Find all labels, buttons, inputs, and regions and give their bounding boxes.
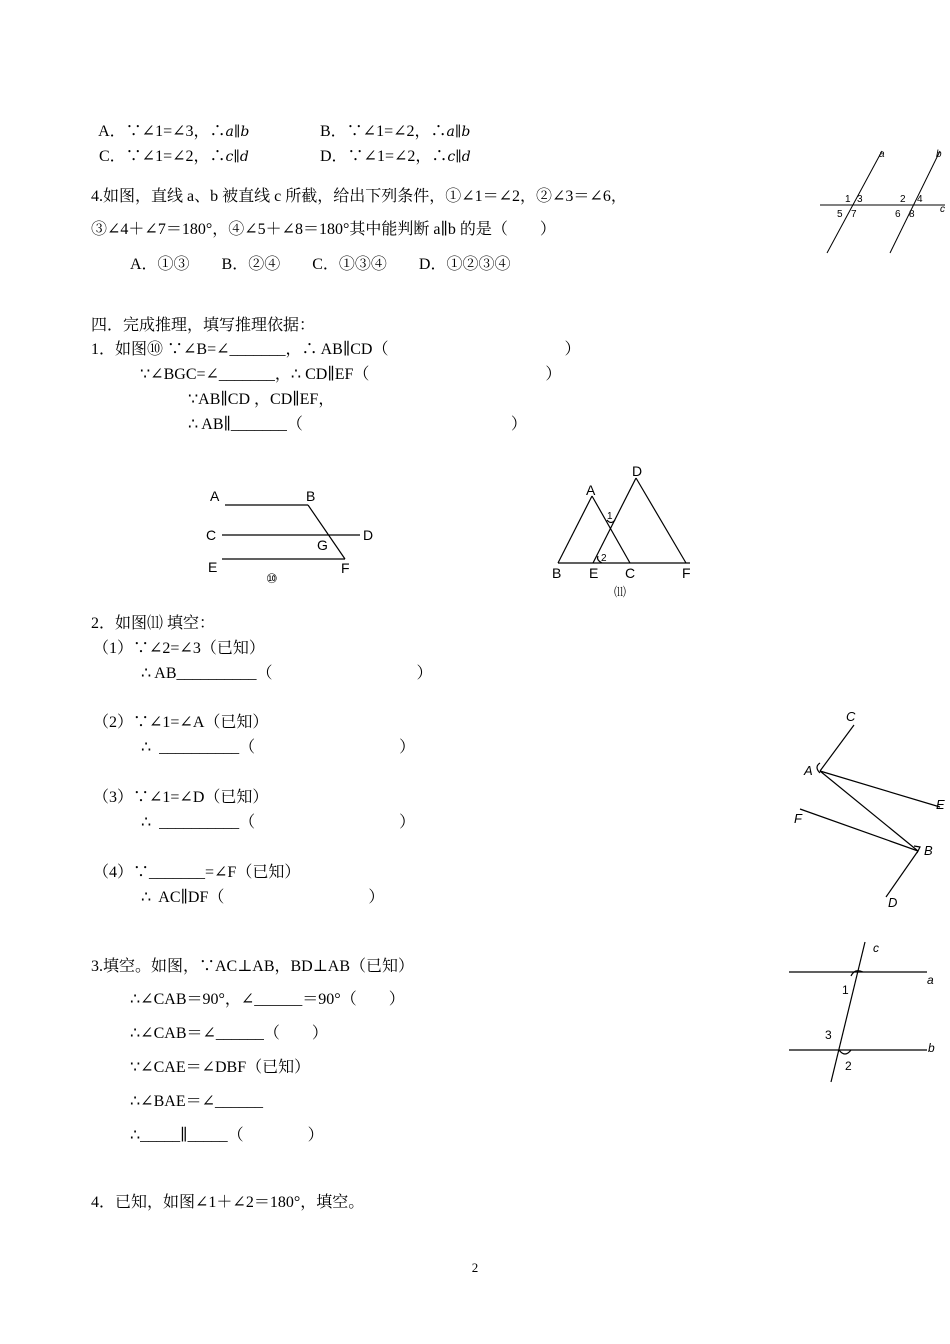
fig11-label-B: B [552, 565, 562, 581]
fig11-label-1: 1 [607, 511, 613, 522]
fig11-label-C: C [625, 565, 636, 581]
p2-s3b: ∴ __________（ ） [141, 814, 416, 831]
p2-s4b: ∴ AC∥DF（ ） [141, 889, 385, 906]
fig11-label-A: A [586, 482, 596, 498]
line-a [827, 151, 882, 253]
option-b-label: B．∵∠1=∠2，∴ [320, 123, 447, 140]
label-7: 7 [851, 209, 857, 220]
option-b-math: a∥b [446, 124, 471, 140]
fig10-label-D: D [363, 527, 374, 543]
fig10-caption: ⑩ [266, 571, 278, 586]
p2-s3a: （3）∵∠1=∠D（已知） [93, 789, 269, 806]
p3-line2: ∴∠CAB＝∠______（ ） [130, 1025, 328, 1042]
fig10-label-G: G [317, 537, 328, 553]
p2-head: 2．如图⑾ 填空： [91, 615, 216, 632]
p3-line4: ∴∠BAE＝∠______ [130, 1093, 263, 1110]
label-b: b [936, 149, 942, 160]
abc-label-b: b [928, 1041, 935, 1055]
figure-11 [548, 460, 698, 602]
option-d [312, 127, 471, 167]
zig-label-D: D [888, 895, 898, 910]
p1-line3: ∵AB∥CD ，CD∥EF， [188, 391, 335, 408]
q4-line2: ③∠4＋∠7＝180°，④∠5＋∠8＝180°其中能判断 a∥b 的是（ ） [91, 221, 556, 238]
p1-line1: 1．如图⑩ ∵∠B=∠_______，∴ AB∥CD（ ） [91, 341, 581, 358]
label-c: c [940, 204, 945, 215]
page-number: 2 [471, 1260, 479, 1275]
p3-line3: ∵∠CAE＝∠DBF（已知） [130, 1059, 311, 1076]
option-a-label: A．∵∠1=∠3，∴ [98, 123, 226, 140]
fig10-label-A: A [210, 488, 220, 504]
p3-line1: ∴∠CAB＝90°，∠______＝90°（ ） [130, 991, 405, 1008]
abc-label-3: 3 [825, 1028, 832, 1042]
q4-options: A．①③ B．②④ C．①③④ D．①②③④ [130, 256, 511, 273]
p2-s4a: （4）∵_______=∠F（已知） [93, 864, 301, 881]
figure-10 [200, 485, 390, 590]
label-2: 2 [900, 194, 906, 205]
option-c-label: C．∵∠1=∠2，∴ [99, 148, 226, 165]
figure-zigzag [790, 705, 950, 915]
p2-s1b: ∴ AB__________（ ） [141, 665, 433, 682]
fig11-label-F: F [682, 565, 691, 581]
abc-label-2: 2 [845, 1059, 852, 1073]
zig-label-A: A [804, 763, 813, 778]
p4-head: 4．已知，如图∠1＋∠2＝180°，填空。 [91, 1194, 365, 1211]
option-c [91, 127, 249, 167]
label-8: 8 [909, 209, 915, 220]
label-6: 6 [895, 209, 901, 220]
p2-s2a: （2）∵∠1=∠A（已知） [93, 714, 269, 731]
zig-label-B: B [924, 843, 933, 858]
label-4: 4 [917, 194, 923, 205]
abc-label-1: 1 [842, 983, 849, 997]
option-a-math: a∥b [225, 124, 250, 140]
option-d-math: c∥d [447, 149, 471, 165]
fig10-label-F: F [341, 560, 350, 576]
p3-head: 3.填空。如图，∵AC⊥AB，BD⊥AB（已知） [91, 958, 415, 975]
section4-heading: 四．完成推理，填写推理依据： [91, 317, 316, 334]
p1-line2: ∵∠BGC=∠_______，∴ CD∥EF（ ） [140, 366, 562, 383]
fig10-label-C: C [206, 527, 217, 543]
label-5: 5 [837, 209, 843, 220]
label-1: 1 [845, 194, 851, 205]
fig11-label-2: 2 [601, 553, 607, 564]
figure-abc [785, 938, 945, 1088]
zig-label-F: F [794, 811, 802, 826]
fig11-caption: ⑾ [614, 585, 627, 599]
line-b [890, 151, 940, 253]
option-c-math: c∥d [225, 149, 249, 165]
fig10-label-B: B [306, 488, 316, 504]
abc-label-a: a [927, 973, 934, 987]
p2-s1a: （1）∵∠2=∠3（已知） [93, 640, 265, 657]
label-a: a [879, 149, 885, 160]
q4-figure [815, 145, 950, 260]
fig10-label-E: E [208, 559, 218, 575]
zig-label-C: C [846, 709, 856, 724]
option-d-label: D．∵∠1=∠2，∴ [320, 148, 448, 165]
p2-s2b: ∴ __________（ ） [141, 739, 416, 756]
label-3: 3 [857, 194, 863, 205]
p3-line5: ∴_____∥_____（ ） [130, 1127, 324, 1144]
fig11-label-D: D [632, 463, 643, 479]
q4-line1: 4.如图，直线 a、b 被直线 c 所截，给出下列条件，①∠1＝∠2，②∠3＝∠6， [91, 188, 627, 205]
p1-line4: ∴ AB∥_______（ ） [188, 416, 527, 433]
abc-label-c: c [873, 941, 879, 955]
zig-label-E: E [936, 797, 945, 812]
fig11-label-E: E [589, 565, 599, 581]
